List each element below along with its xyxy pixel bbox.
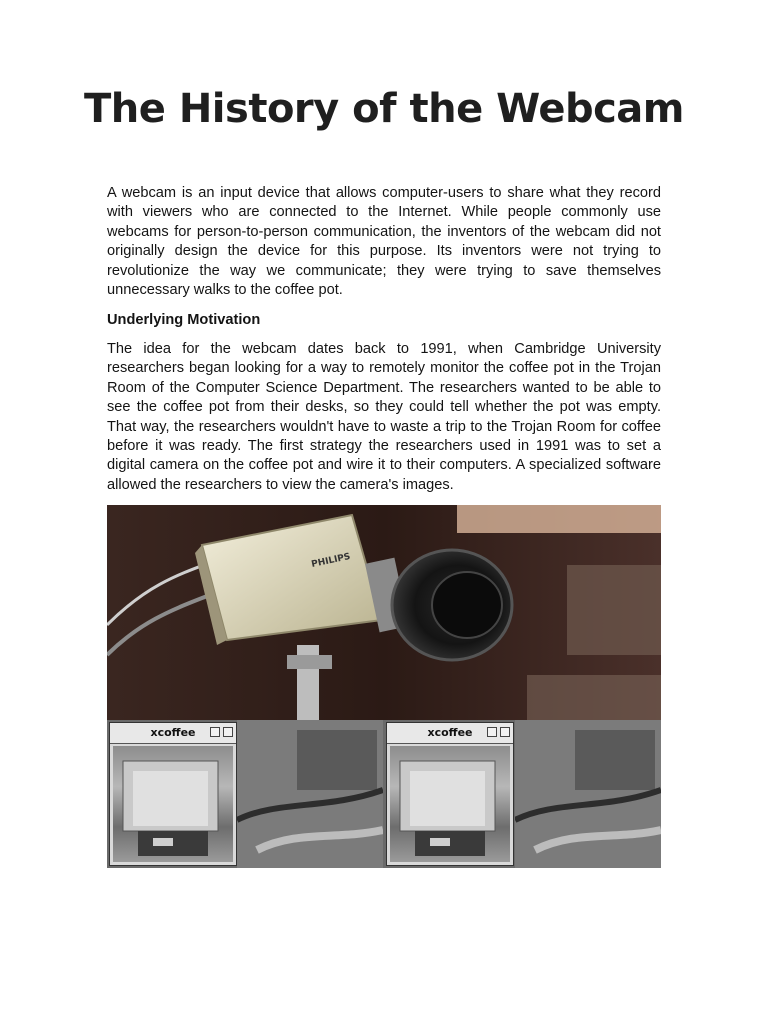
xcoffee-image-strip: [107, 720, 661, 868]
section-heading: Underlying Motivation: [107, 312, 261, 328]
coffee-pot-view-right: [390, 746, 510, 862]
window-iconify-icon: [487, 727, 497, 737]
xcoffee-window-right: [386, 722, 514, 866]
desk-photo-left: [237, 720, 383, 868]
webcam-photo: [107, 505, 661, 720]
webcam-photo-illustration: [107, 505, 661, 720]
coffee-pot-view-left: [113, 746, 233, 862]
camera-brand-label: PHILIPS: [310, 551, 352, 570]
window-title-right: xcoffee: [387, 723, 513, 744]
intro-paragraph: A webcam is an input device that allows computer-users to share what they record with viewers who are connected to the Internet. While people commonly use webcams for person-to-person communication, the inventors of the webcam did not originally design the device for this purpose. Its inventors were not trying to revolutionize the way we communicate; they were trying to save themselves unnecessary walks to the coffee pot.: [107, 185, 661, 299]
window-maximize-icon: [500, 727, 510, 737]
window-title-left: xcoffee: [110, 723, 236, 744]
window-maximize-icon: [223, 727, 233, 737]
xcoffee-window-left: [109, 722, 237, 866]
window-iconify-icon: [210, 727, 220, 737]
page-title: The History of the Webcam: [84, 86, 684, 132]
desk-photo-right: [515, 720, 661, 868]
section-paragraph: The idea for the webcam dates back to 1991, when Cambridge University researchers began looking for a way to remotely monitor the coffee pot in the Trojan Room of the Computer Science Department. The researchers wanted to be able to see the coffee pot from their desks, so they could tell whether the pot was empty. That way, the researchers wouldn't have to waste a trip to the Trojan Room for coffee before it was ready. The first strategy the researchers used in 1991 was to set a digital camera on the coffee pot and wire it to their computers. A specialized software allowed the researchers to view the camera's images.: [107, 341, 661, 493]
